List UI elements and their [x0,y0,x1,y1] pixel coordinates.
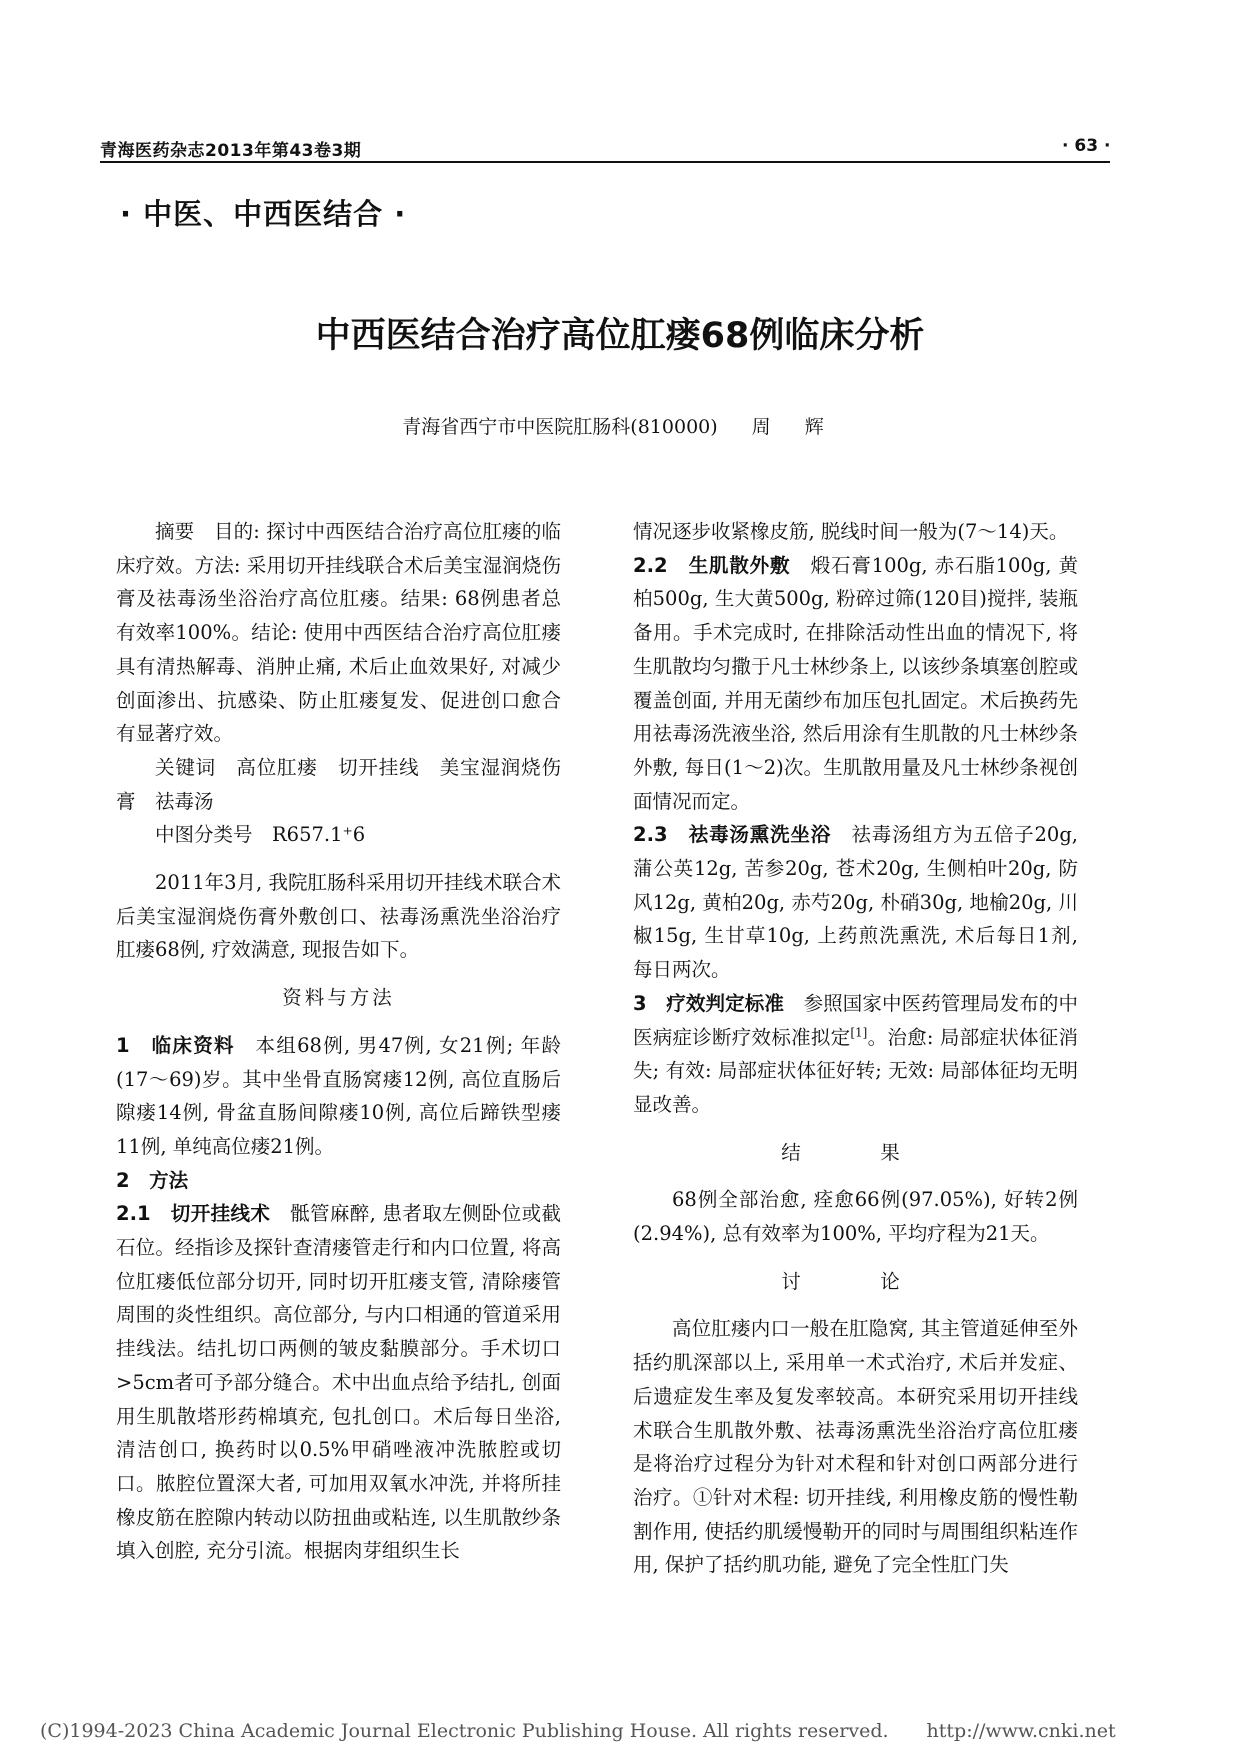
section-2-3-text: 祛毒汤组方为五倍子20g, 蒲公英12g, 苦参20g, 苍术20g, 生侧柏叶20g, 防风12g, 黄柏20g, 赤芍20g, 朴硝30g, 地榆20g, 川椒15g, 生甘草10g, 上药煎洗熏洗, 术后每日1剂, 每日两次。 [633,823,1079,982]
section-3-text-a: 参照国家中医药管理局发布的中医病症诊断疗效标准拟定 [633,991,1078,1049]
spacer [116,967,561,981]
intro-paragraph: 2011年3月, 我院肛肠科采用切开挂线术联合术后美宝湿润烧伤膏外敷创口、祛毒汤熏洗坐浴治疗肛瘘68例, 疗效满意, 现报告如下。 [116,871,561,962]
section-2-heading: 2 方法 [116,1168,189,1192]
abstract: 摘要 目的: 探讨中西医结合治疗高位肛瘘的临床疗效。方法: 采用切开挂线联合术后美宝湿润烧伤膏及祛毒汤坐浴治疗高位肛瘘。结果: 68例患者总有效率100%。结论: 使用中西医结合治疗高位肛瘘具有清热解毒、消肿止痛, 术后止血效果好, 对减少创面渗出、抗感染、防止肛瘘复发、促进创口愈合有显著疗效。 [116,520,561,746]
section-2-1-heading: 2.1 切开挂线术 [116,1202,271,1226]
article-title: 中西医结合治疗高位肛瘘68例临床分析 [315,316,925,356]
results-paragraph: 68例全部治愈, 痊愈66例(97.05%), 好转2例(2.94%), 总有效率为100%, 平均疗程为21天。 [633,1188,1078,1246]
section-2-3 [633,818,1078,987]
spacer [633,1169,1078,1183]
journal-header: 青海医药杂志2013年第43卷3期 [100,141,362,161]
affiliation: 青海省西宁市中医院肛肠科(810000) [402,416,718,438]
spacer [633,1298,1078,1312]
discussion-heading: 讨 论 [781,1269,930,1293]
section-2-2-heading: 2.2 生肌散外敷 [633,553,791,577]
section-3-heading: 3 疗效判定标准 [633,991,784,1015]
spacer [116,1015,561,1029]
section-2-3-heading: 2.3 祛毒汤熏洗坐浴 [633,823,832,847]
discussion-paragraph: 高位肛瘘内口一般在肛隐窝, 其主管道延伸至外括约肌深部以上, 采用单一术式治疗, 术后并发症、后遗症发生率及复发率较高。本研究采用切开挂线术联合生肌散外敷、祛毒汤熏洗坐浴治疗高位肛瘘是将治疗过程分为针对术程和针对创口两部分进行治疗。①针对术程: 切开挂线, 利用橡皮筋的慢性勒割作用, 使括约肌缓慢勒开的同时与周围组织粘连作用, 保护了括约肌功能, 避免了完全性肛门失 [633,1317,1078,1577]
section-1-heading: 1 临床资料 [116,1033,235,1057]
section-3 [633,987,1078,1122]
reference-marker[interactable]: [1] [850,1025,868,1040]
methods-heading: 资料与方法 [282,986,395,1010]
spacer [633,1251,1078,1265]
section-2-2-text: 煅石膏100g, 赤石脂100g, 黄柏500g, 生大黄500g, 粉碎过筛(120目)搅拌, 装瓶备用。手术完成时, 在排除活动性出血的情况下, 将生肌散均匀撒于凡士林纱条上, 以该纱条填塞创腔或覆盖创面, 并用无菌纱布加压包扎固定。术后换药先用祛毒汤洗液坐浴, 然后用涂有生肌散的凡士林纱条外敷, 每日(1～2)次。生肌散用量及凡士林纱条视创面情况而定。 [633,553,1078,813]
header-rule [100,161,1110,163]
left-column [116,515,561,1568]
section-1 [116,1029,561,1164]
section-2-1-text: 骶管麻醉, 患者取左侧卧位或截石位。经指诊及探针查清瘘管走行和内口位置, 将高位肛瘘低位部分切开, 同时切开肛瘘支管, 清除瘘管周围的炎性组织。高位部分, 与内口相通的管道采用挂线法。结扎切口两侧的皱皮黏膜部分。手术切口>5cm者可予部分缝合。术中出血点给予结扎, 创面用生肌散塔形药棉填充, 包扎创口。术后每日坐浴, 清洁创口, 换药时以0.5%甲硝唑液冲洗脓腔或切口。脓腔位置深大者, 可加用双氧水冲洗, 并将所挂橡皮筋在腔隙内转动以防扭曲或粘连, 以生肌散纱条填入创腔, 充分引流。根据肉芽组织生长 [116,1202,561,1563]
affiliation-line [0,412,1240,439]
copyright-footer: (C)1994-2023 China Academic Journal Electronic Publishing House. All rights reserved. http://www.cnki.net [40,1720,1116,1742]
page-number: · 63 · [1062,136,1111,156]
section-2-1 [116,1197,561,1568]
results-heading: 结 果 [781,1140,930,1164]
section-2-1-continued: 情况逐步收紧橡皮筋, 脱线时间一般为(7～14)天。 [633,520,1069,543]
spacer [116,852,561,866]
section-3-text-b: 。治愈: 局部症状体征消失; 有效: 局部症状体征好转; 无效: 局部体征均无明显改善。 [633,1025,1078,1116]
author-name: 周 辉 [751,416,838,438]
classification-number: 中图分类号 R657.1⁺6 [155,823,366,847]
section-label: · 中医、中西医结合 · [120,197,407,231]
right-column [633,515,1078,1582]
spacer [633,1122,1078,1136]
section-1-text: 本组68例, 男47例, 女21例; 年龄(17～69)岁。其中坐骨直肠窝瘘12例, 高位直肠后隙瘘14例, 骨盆直肠间隙瘘10例, 高位后蹄铁型瘘11例, 单纯高位瘘21例。 [116,1033,561,1158]
section-2-2 [633,549,1078,819]
keywords: 关键词 高位肛瘘 切开挂线 美宝湿润烧伤膏 祛毒汤 [116,755,561,813]
